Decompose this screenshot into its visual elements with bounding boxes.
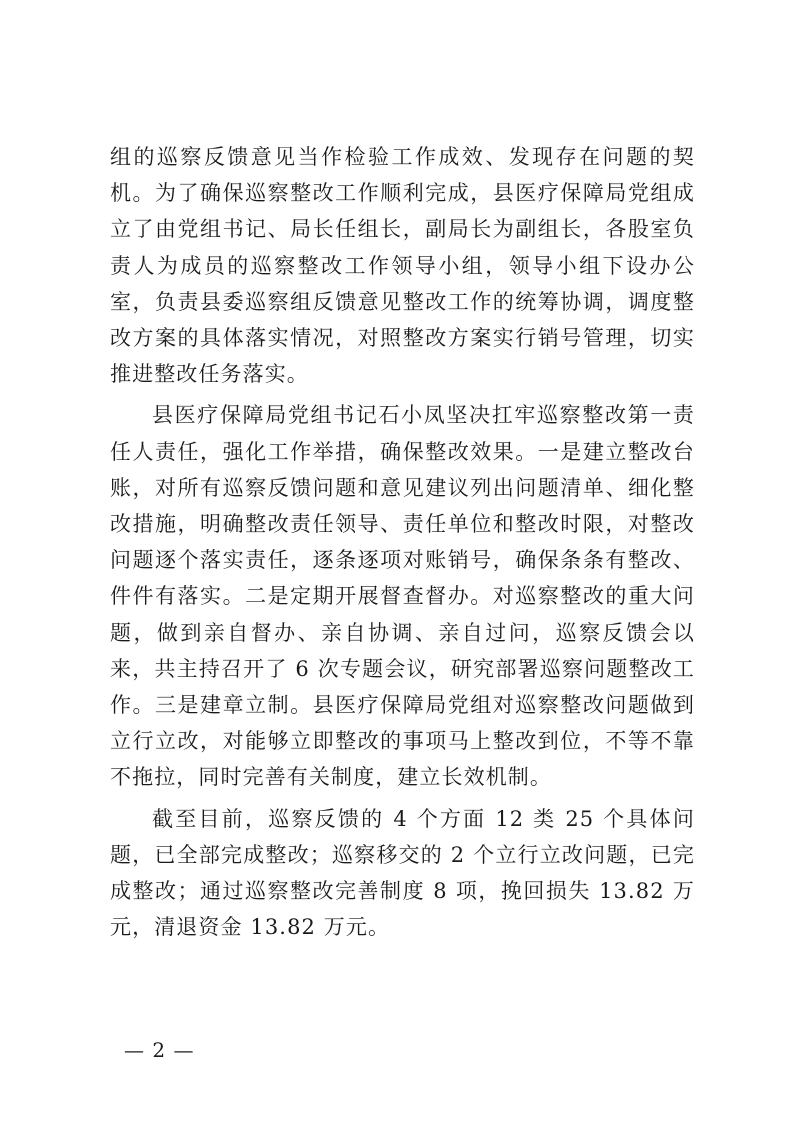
paragraph-rectification-results: 截至目前，巡察反馈的 4 个方面 12 类 25 个具体问题，已全部完成整改；巡察移交的 2 个立行立改问题，已完成整改；通过巡察整改完善制度 8 项，挽回损失 13.82 万元，清退资金 13.82 万元。 [110, 806, 695, 940]
paragraph-continuation: 组的巡察反馈意见当作检验工作成效、发现存在问题的契机。为了确保巡察整改工作顺利完成，县医疗保障局党组成立了由党组书记、局长任组长，副局长为副组长，各股室负责人为成员的巡察整改工作领导小组，领导小组下设办公室，负责县委巡察组反馈意见整改工作的统筹协调，调度整改方案的具体落实情况，对照整改方案实行销号管理，切实推进整改任务落实。 [110, 145, 695, 387]
document-body [110, 139, 695, 950]
paragraph-party-secretary-responsibility: 县医疗保障局党组书记石小凤坚决扛牢巡察整改第一责任人责任，强化工作举措，确保整改效果。一是建立整改台账，对所有巡察反馈问题和意见建议列出问题清单、细化整改措施，明确整改责任领导、责任单位和整改时限，对整改问题逐个落实责任，逐条逐项对账销号，确保条条有整改、件件有落实。二是定期开展督查督办。对巡察整改的重大问题，做到亲自督办、亲自协调、亲自过问，巡察反馈会以来，共主持召开了 6 次专题会议，研究部署巡察问题整改工作。三是建章立制。县医疗保障局党组对巡察整改问题做到立行立改，对能够立即整改的事项马上整改到位，不等不靠不拖拉，同时完善有关制度，建立长效机制。 [110, 403, 695, 790]
page-number: — 2 — [124, 1038, 195, 1062]
